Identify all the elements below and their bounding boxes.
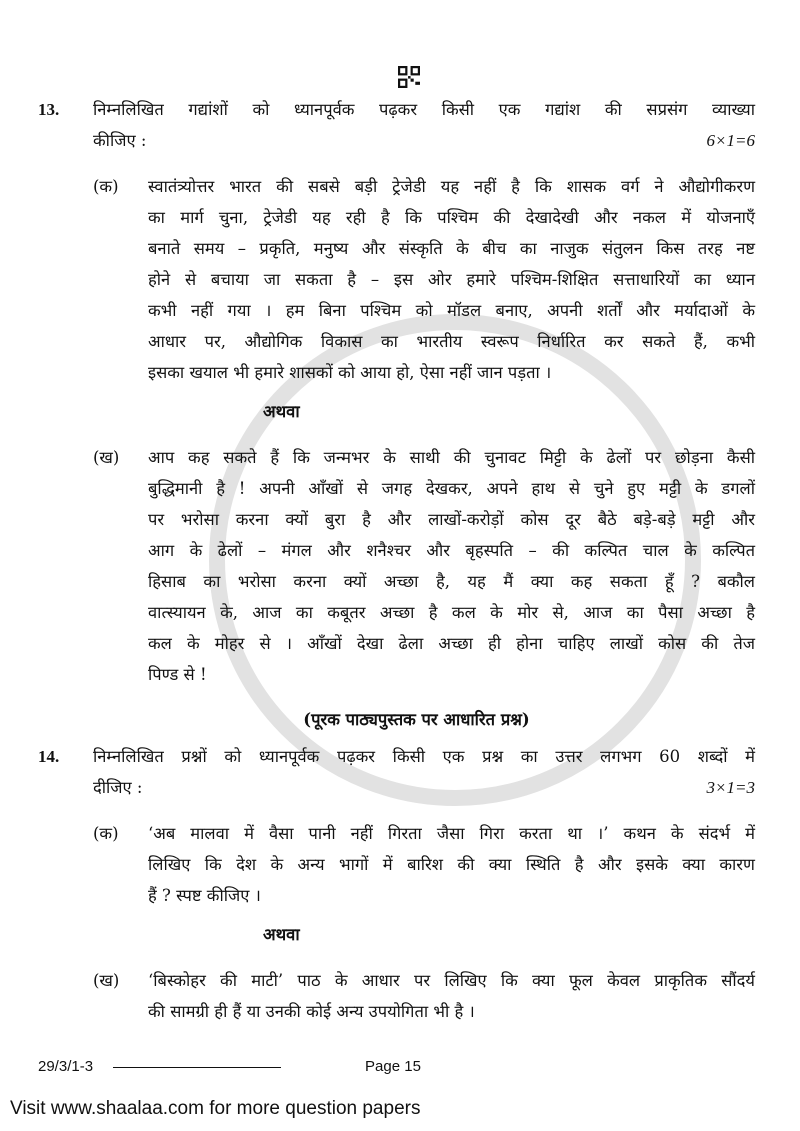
option-label: (ख) [93,971,120,990]
passage-line: हैं ? स्पष्ट कीजिए । [148,886,261,905]
passage-line: स्वातंत्र्योत्तर भारत की सबसे बड़ी ट्रेजेडी यह नहीं है कि शासक वर्ग ने औद्योगीकरण [148,177,755,196]
question-number: 14. [38,747,60,766]
passage-line: बुद्धिमानी है ! अपनी आँखों से जगह देखकर, अपने हाथ से चुने हुए मट्टी के डगलों [148,479,755,498]
or-label: अथवा [263,925,300,944]
option-label: (क) [93,824,119,843]
option-label: (ख) [93,448,120,467]
passage [148,818,755,911]
marks: 6×1=6 [706,131,755,150]
qr-code-icon [398,66,420,88]
question-text: दीजिए : [93,778,143,797]
footer-divider [113,1067,281,1068]
passage-line: कल के मोहर से । आँखों देखा ढेला अच्छा ही होना चाहिए लाखों कोस की तेज [148,634,755,653]
passage-line: हिसाब का भरोसा करना क्यों अच्छा है, यह मैं क्या कह सकता हूँ ? बकौल [148,572,755,591]
passage-line: पर भरोसा करना क्यों बुरा है और लाखों-करोड़ों कोस दूर बैठे बड़े-बड़े मट्टी और [148,510,755,529]
passage [148,442,755,690]
question-14 [38,741,755,1027]
or-label: अथवा [263,402,300,421]
question-number: 13. [38,100,60,119]
page-number: Page 15 [365,1058,421,1075]
option-a [93,818,755,911]
passage-line: लिखिए कि देश के अन्य भागों में बारिश की क्या स्थिति है और इसके क्या कारण [148,855,755,874]
passage-line: पिण्ड से ! [148,665,207,684]
question-text: निम्नलिखित प्रश्नों को ध्यानपूर्वक पढ़कर किसी एक प्रश्न का उत्तर लगभग 60 शब्दों में [93,747,755,766]
question-13 [38,94,755,690]
passage-line: की सामग्री ही हैं या उनकी कोई अन्य उपयोगिता भी है । [148,1002,475,1021]
passage-line: आग के ढेलों – मंगल और शनैश्चर और बृहस्पति – की कल्पित चाल के कल्पित [148,541,755,560]
visit-link[interactable]: Visit www.shaalaa.com for more question papers [10,1098,421,1119]
passage-line: ‘अब मालवा में वैसा पानी नहीं गिरता जैसा गिरा करता था ।’ कथन के संदर्भ में [148,824,755,843]
option-label: (क) [93,177,119,196]
passage [148,965,755,1027]
marks: 3×1=3 [706,778,755,797]
footer [38,1057,755,1077]
passage-line: इसका खयाल भी हमारे शासकों को आया हो, ऐसा नहीं जान पड़ता । [148,363,552,382]
passage-line: वात्स्यायन के, आज का कबूतर अच्छा है कल के मोर से, आज का पैसा अच्छा है [148,603,755,622]
paper-code: 29/3/1-3 [38,1058,94,1075]
passage-line: कभी नहीं गया । हम बिना पश्चिम को मॉडल बनाए, अपनी शर्तों और मर्यादाओं के [148,301,755,320]
passage-line: आधार पर, औद्योगिक विकास का भारतीय स्वरूप निर्धारित कर सकते हैं, कभी [148,332,755,351]
passage [148,171,755,388]
option-a [93,171,755,388]
passage-line: ‘बिस्कोहर की माटी’ पाठ के आधार पर लिखिए कि क्या फूल केवल प्राकृतिक सौंदर्य [148,971,755,990]
option-b [93,442,755,690]
passage-line: बनाते समय – प्रकृति, मनुष्य और संस्कृति के बीच का नाजुक संतुलन किस तरह नष्ट [148,239,755,258]
passage-line: का मार्ग चुना, ट्रेजेडी यह रही है कि पश्चिम की देखादेखी और नकल में योजनाएँ [148,208,755,227]
passage-line: होने से बचाया जा सकता है – इस ओर हमारे पश्चिम-शिक्षित सत्ताधारियों का ध्यान [148,270,755,289]
option-b [93,965,755,1027]
section-heading: (पूरक पाठ्यपुस्तक पर आधारित प्रश्न) [303,710,530,729]
passage-line: आप कह सकते हैं कि जन्मभर के साथी की चुनावट मिट्टी के ढेलों पर छोड़ना कैसी [148,448,755,467]
question-text: कीजिए : [93,131,147,150]
question-text: निम्नलिखित गद्यांशों को ध्यानपूर्वक पढ़कर किसी एक गद्यांश की सप्रसंग व्याख्या [93,100,755,119]
